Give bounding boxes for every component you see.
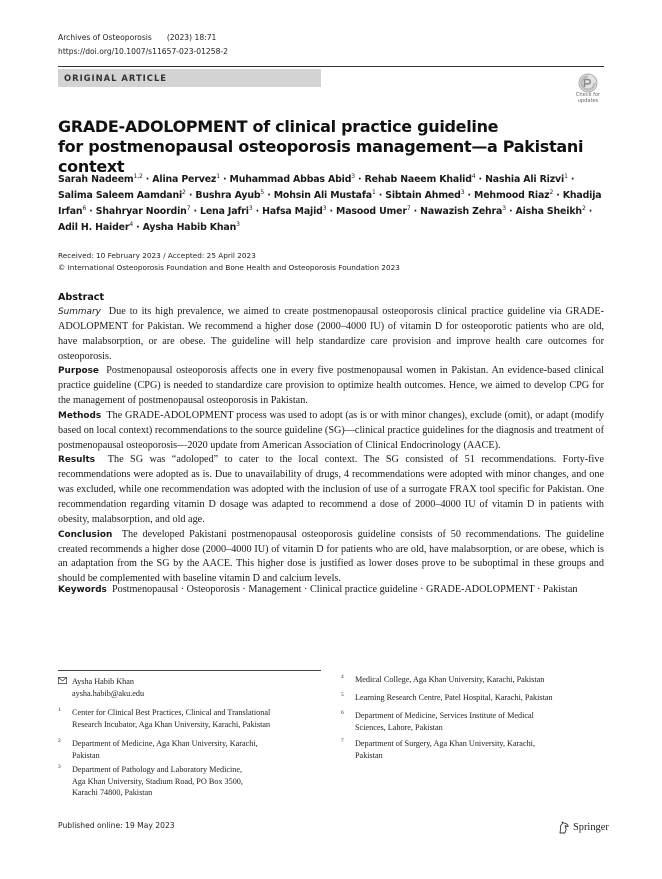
abstract-conclusion: [58, 528, 604, 587]
author-separator: ·: [326, 206, 337, 217]
author-name: Masood Umer: [336, 206, 407, 217]
author-name: Adil H. Haider: [58, 222, 130, 233]
author-affiliation-number: 2: [549, 189, 554, 196]
affiliation-text-line: Learning Research Centre, Patel Hospital, Karachi, Pakistan: [355, 693, 553, 702]
author-affiliation-number: 7: [186, 205, 191, 212]
affiliation-number: 4: [341, 674, 344, 680]
footnote-rule: [58, 670, 321, 671]
published-date: Published online: 19 May 2023: [58, 821, 175, 830]
summary-text: Due to its high prevalence, we aimed to create postmenopausal osteoporosis clinical practice guideline via GRADE-ADOLOPMENT for Pakistan. We recommend a higher dose (2000–4000 IU) of vitamin D for osteoporotic patients who are old, have malabsorption, or are obese. The guideline will help standardize care provision and improve health care outcomes for osteoporosis.: [58, 306, 604, 362]
header-rule: [58, 66, 604, 67]
author[interactable]: [143, 222, 240, 233]
affiliation-text-line: Pakistan: [355, 750, 383, 760]
author[interactable]: [336, 206, 410, 217]
author-name: Rehab Naeem Khalid: [364, 174, 472, 185]
journal-name: Archives of Osteoporosis: [58, 33, 152, 42]
author[interactable]: [195, 190, 264, 201]
purpose-label: Purpose: [58, 366, 99, 377]
results-label: Results: [58, 455, 96, 466]
author-separator: ·: [475, 174, 486, 185]
author[interactable]: [152, 174, 220, 185]
author-separator: ·: [185, 190, 196, 201]
abstract-body: [58, 305, 604, 587]
affiliation-text-line: Aga Khan University, Stadium Road, PO Box 3500,: [72, 776, 243, 786]
author-name: Nashia Ali Rizvi: [485, 174, 565, 185]
author-affiliation-number: 7: [406, 205, 411, 212]
author-affiliation-number: 2: [182, 189, 186, 196]
article-dates: [58, 250, 400, 274]
author[interactable]: [365, 174, 476, 185]
envelope-icon: [58, 677, 67, 684]
affiliation-text-line: Department of Surgery, Aga Khan University, Karachi,: [355, 739, 535, 748]
author[interactable]: [58, 222, 133, 233]
author-separator: ·: [567, 174, 575, 185]
author-affiliation-number: 1: [216, 173, 220, 180]
author-name: Khadija Irfan: [58, 190, 602, 217]
conclusion-text: The developed Pakistani postmenopausal osteoporosis guideline consists of 50 recommendations. The guideline created recommends a higher dose (2000–4000 IU) of vitamin D for patients who are old, have malabsorption, or are obese, which is an adaptation from the SG by the AACE. This higher dose is justified as lower doses prove to be suboptimal in these groups and should be complemented with baseline vitamin D and calcium levels.: [58, 528, 604, 585]
doi-link[interactable]: https://doi.org/10.1007/s11657-023-01258-2: [58, 47, 228, 56]
author-affiliation-number: 3: [236, 221, 240, 228]
author[interactable]: [200, 206, 253, 217]
author-name: Aysha Habib Khan: [142, 222, 237, 233]
author-name: Salima Saleem Aamdani: [58, 190, 183, 201]
affiliation-text-line: Research Incubator, Aga Khan University, Karachi, Pakistan: [72, 719, 271, 729]
author-affiliation-number: 1,2: [133, 173, 143, 180]
author-separator: ·: [264, 190, 274, 201]
abstract-heading: Abstract: [58, 292, 105, 303]
author-separator: ·: [219, 174, 230, 185]
author-affiliation-number: 1: [564, 173, 568, 180]
contact-name: Aysha Habib Khan: [72, 677, 135, 686]
author-list: [58, 172, 606, 236]
author-separator: ·: [375, 190, 386, 201]
author[interactable]: [96, 206, 191, 217]
author-separator: ·: [190, 206, 201, 217]
affiliation-text-line: Center for Clinical Best Practices, Clinical and Translational: [72, 708, 271, 717]
author[interactable]: [274, 190, 376, 201]
abstract-summary: [58, 305, 604, 364]
copyright-notice: © International Osteoporosis Foundation and Bone Health and Osteoporosis Foundation 2023: [58, 263, 400, 272]
affiliation-number: 6: [341, 710, 344, 716]
author-name: Bushra Ayub: [195, 190, 261, 201]
author-affiliation-number: 2: [581, 205, 586, 212]
author-separator: ·: [354, 174, 365, 185]
affiliation-text-line: Medical College, Aga Khan University, Karachi, Pakistan: [355, 675, 545, 684]
author[interactable]: [58, 174, 143, 185]
abstract-purpose: [58, 364, 604, 409]
conclusion-label: Conclusion: [58, 529, 113, 540]
author-affiliation-number: 4: [471, 173, 476, 180]
affiliation-text-line: Department of Medicine, Aga Khan University, Karachi,: [72, 739, 258, 748]
summary-label: Summary: [58, 307, 101, 317]
article-title: [58, 117, 604, 177]
author-name: Muhammad Abbas Abid: [229, 174, 352, 185]
author[interactable]: [385, 190, 464, 201]
author-separator: ·: [142, 174, 153, 185]
author-separator: ·: [553, 190, 563, 201]
author[interactable]: [58, 190, 186, 201]
journal-header: [58, 33, 216, 42]
author[interactable]: [262, 206, 326, 217]
author-name: Shahryar Noordin: [95, 206, 187, 217]
author-affiliation-number: 6: [82, 205, 87, 212]
affiliation-number: 3: [58, 764, 61, 770]
author-name: Aisha Sheikh: [515, 206, 582, 217]
author-separator: ·: [505, 206, 516, 217]
abstract-methods: [58, 409, 604, 454]
abstract-results: [58, 453, 604, 527]
check-for-updates-badge[interactable]: [572, 73, 604, 105]
check-for-updates-icon: [572, 73, 604, 93]
affiliation-text-line: Pakistan: [72, 750, 100, 760]
journal-volume: (2023) 18:71: [166, 33, 217, 42]
author[interactable]: [516, 206, 586, 217]
author-affiliation-number: 3: [322, 205, 327, 212]
keywords-label: Keywords: [58, 585, 107, 595]
author-name: Mehmood Riaz: [474, 190, 550, 201]
title-line-1: GRADE-ADOLOPMENT of clinical practice guideline: [58, 117, 499, 136]
author-name: Sibtain Ahmed: [385, 190, 461, 201]
author-affiliation-number: 5: [260, 189, 265, 196]
author-separator: ·: [464, 190, 475, 201]
author-separator: ·: [86, 206, 96, 217]
author-affiliation-number: 3: [460, 189, 465, 196]
author[interactable]: [474, 190, 553, 201]
springer-horse-icon: [558, 821, 570, 834]
author[interactable]: [485, 174, 568, 185]
affiliation-number: 7: [341, 738, 344, 744]
check-updates-line1: Check for: [575, 92, 601, 98]
methods-text: The GRADE-ADOLOPMENT process was used to adopt (as is or with minor changes), exclude (omit), or adapt (modify based on local context) recommendations to the source guideline (SG)—clinical practice guidelines for the diagnosis and treatment of postmenopausal osteoporosis—2020 update from American Association of Clinical Endocrinology (AACE).: [58, 409, 604, 451]
affiliation-text-line: Sciences, Lahore, Pakistan: [355, 722, 443, 732]
author-affiliation-number: 3: [351, 173, 355, 180]
purpose-text: Postmenopausal osteoporosis affects one in every five postmenopausal women in Pakistan. An evidence-based clinical practice guideline (CPG) is needed to standardize care provision to optimize health outcomes. Hence, we aimed to develop CPG for the management of postmenopausal osteoporosis in Pakistan.: [58, 365, 604, 407]
author[interactable]: [230, 174, 355, 185]
author-separator: ·: [132, 222, 143, 233]
author-name: Sarah Nadeem: [58, 174, 134, 185]
affiliation-text-line: Karachi 74800, Pakistan: [72, 788, 153, 798]
affiliation-number: 5: [341, 692, 344, 698]
author-separator: ·: [585, 206, 593, 217]
author-affiliation-number: 3: [502, 205, 506, 212]
check-updates-line2: updates: [577, 98, 599, 104]
author-affiliation-number: 1: [371, 189, 376, 196]
author-separator: ·: [410, 206, 421, 217]
author-affiliation-number: 4: [129, 221, 133, 228]
keywords-text: Postmenopausal · Osteoporosis · Management · Clinical practice guideline · GRADE-ADOLOPMENT · Pakistan: [111, 584, 578, 595]
publisher-name: Springer: [573, 821, 609, 833]
article-type: ORIGINAL ARTICLE: [64, 73, 168, 83]
keywords: [58, 584, 604, 595]
affiliation-number: 2: [58, 738, 61, 744]
author-name: Nawazish Zehra: [420, 206, 503, 217]
publisher-logo[interactable]: [558, 818, 609, 836]
author-name: Mohsin Ali Mustafa: [273, 190, 372, 201]
author-name: Alina Pervez: [152, 174, 217, 185]
author[interactable]: [420, 206, 506, 217]
methods-label: Methods: [58, 410, 102, 421]
title-line-2: for postmenopausal osteoporosis management—a Pakistani context: [58, 137, 584, 176]
affiliation-text-line: Department of Medicine, Services Institute of Medical: [355, 711, 534, 720]
results-text: The SG was “adoloped” to cater to the local context. The SG consisted of 51 recommendations. Forty-five recommendations were adopted as is. Due to unavailability of drugs, 4 recommendations were adopted with minor changes, and one was excluded, while one recommendation was adopted with the inclusion of use of a surrogate FRAX tool specific for Pakistan. One recommendation regarding vitamin D dosage was adapted to recommend a dose of 2000–4000 IU of vitamin D in patients with obesity, malabsorption, and old age.: [58, 454, 604, 525]
author-affiliation-number: 3: [248, 205, 253, 212]
received-accepted-dates: Received: 10 February 2023 / Accepted: 25 April 2023: [58, 251, 256, 260]
affiliation-text-line: Department of Pathology and Laboratory Medicine,: [72, 765, 243, 774]
contact-email[interactable]: aysha.habib@aku.edu: [72, 688, 145, 698]
author-name: Lena Jafri: [200, 206, 249, 217]
author-separator: ·: [252, 206, 263, 217]
affiliation-number: 1: [58, 707, 61, 713]
author-name: Hafsa Majid: [262, 206, 323, 217]
